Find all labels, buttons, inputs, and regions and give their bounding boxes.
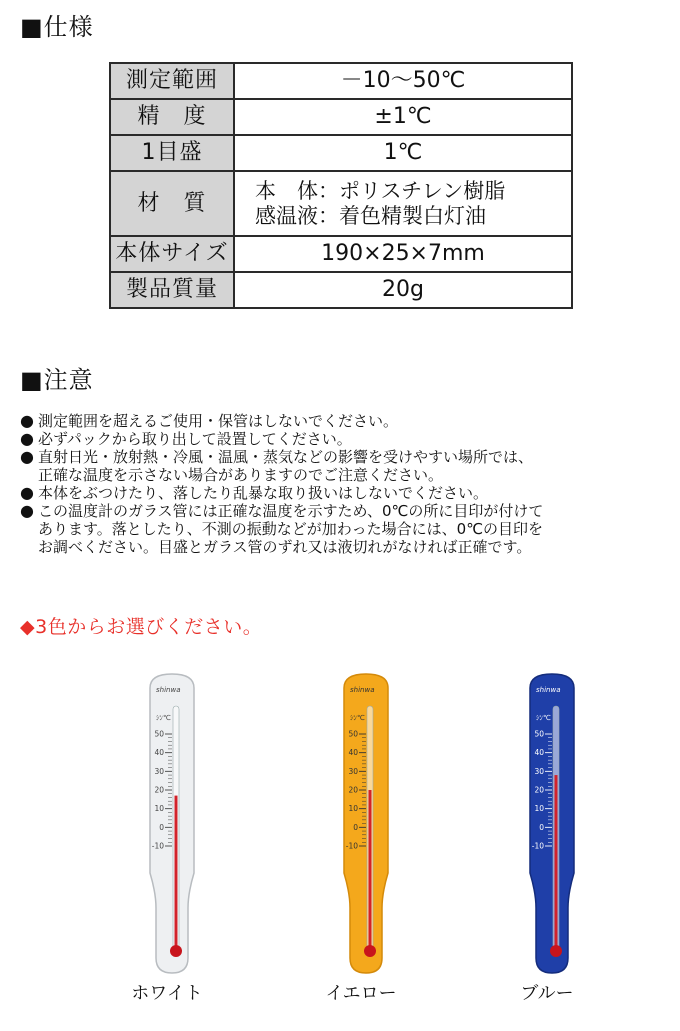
scale-tick-label: 0 bbox=[159, 822, 164, 832]
spec-section-title: ■仕様 bbox=[20, 13, 94, 41]
scale-tick-label: -10 bbox=[345, 841, 358, 851]
note-text: あります。落としたり、不測の振動などが加わった場合には、0℃の目印を bbox=[38, 520, 544, 538]
scale-tick-label: 30 bbox=[348, 766, 358, 776]
bullet: ● bbox=[20, 411, 34, 430]
thermometer-svg bbox=[492, 668, 612, 993]
liquid-column bbox=[555, 775, 558, 948]
scale-tick-label: 30 bbox=[154, 766, 164, 776]
liquid-column bbox=[175, 796, 178, 948]
note-text: この温度計のガラス管には正確な温度を示すため、0℃の所に目印が付けて bbox=[38, 502, 544, 520]
bullet: ● bbox=[20, 429, 34, 448]
material-liquid-line: 感温液：着色精製白灯油 bbox=[255, 203, 486, 228]
spec-row bbox=[110, 236, 572, 272]
material-body-line: 本 体：ポリスチレン樹脂 bbox=[255, 178, 506, 203]
unit-label: ｼﾝ℃ bbox=[536, 714, 551, 722]
thermometer-bulb bbox=[170, 945, 182, 957]
liquid-column bbox=[369, 790, 372, 948]
scale-tick-label: 20 bbox=[348, 785, 358, 795]
scale-tick-label: 50 bbox=[154, 729, 164, 739]
note-text: 正確な温度を示さない場合がありますのでご注意ください。 bbox=[38, 466, 444, 484]
spec-value: ±1℃ bbox=[234, 99, 572, 135]
spec-value: －10～50℃ bbox=[234, 63, 572, 99]
spec-row bbox=[110, 63, 572, 99]
note-item bbox=[20, 484, 670, 502]
scale-tick-label: -10 bbox=[151, 841, 164, 851]
unit-label: ｼﾝ℃ bbox=[350, 714, 365, 722]
spec-label: 製品質量 bbox=[110, 272, 234, 308]
scale-tick-label: 0 bbox=[353, 822, 358, 832]
spec-label: 測定範囲 bbox=[110, 63, 234, 99]
thermometer-yellow-image bbox=[306, 668, 426, 993]
notes-list bbox=[20, 412, 670, 556]
thermometer-white-image bbox=[112, 668, 232, 993]
product-name-yellow: イエロー bbox=[325, 983, 397, 1004]
brand-logo-text: shinwa bbox=[156, 686, 181, 694]
notes-section-title: ■注意 bbox=[20, 366, 94, 394]
note-item bbox=[20, 448, 670, 484]
scale-tick-label: 10 bbox=[154, 804, 164, 814]
spec-row bbox=[110, 272, 572, 308]
scale-tick-label: 50 bbox=[534, 729, 544, 739]
thermometer-svg bbox=[306, 668, 426, 993]
bullet: ● bbox=[20, 501, 34, 520]
note-item bbox=[20, 430, 670, 448]
note-text: 直射日光・放射熱・冷風・温風・蒸気などの影響を受けやすい場所では、 bbox=[38, 448, 534, 466]
thermometer-bulb bbox=[550, 945, 562, 957]
scale-tick-label: 20 bbox=[534, 785, 544, 795]
spec-value: 1℃ bbox=[234, 135, 572, 171]
bullet: ● bbox=[20, 483, 34, 502]
spec-table bbox=[109, 62, 573, 309]
thermometer-svg bbox=[112, 668, 232, 993]
scale-tick-label: 40 bbox=[348, 748, 358, 758]
color-choice-heading: ◆3色からお選びください。 bbox=[20, 616, 263, 638]
spec-label: 本体サイズ bbox=[110, 236, 234, 272]
scale-tick-label: 40 bbox=[534, 748, 544, 758]
note-text: 測定範囲を超えるご使用・保管はしないでください。 bbox=[38, 412, 399, 430]
spec-value-material bbox=[234, 171, 572, 236]
note-text: 本体をぶつけたり、落したり乱暴な取り扱いはしないでください。 bbox=[38, 484, 489, 502]
spec-row bbox=[110, 99, 572, 135]
spec-label: 材 質 bbox=[110, 171, 234, 236]
note-item bbox=[20, 412, 670, 430]
scale-tick-label: 0 bbox=[539, 822, 544, 832]
spec-row bbox=[110, 171, 572, 236]
spec-value: 190×25×7mm bbox=[234, 236, 572, 272]
scale-tick-label: 30 bbox=[534, 766, 544, 776]
spec-label: 1目盛 bbox=[110, 135, 234, 171]
spec-value: 20g bbox=[234, 272, 572, 308]
spec-label: 精 度 bbox=[110, 99, 234, 135]
note-text: お調べください。目盛とガラス管のずれ又は液切れがなければ正確です。 bbox=[38, 538, 532, 556]
scale-tick-label: 10 bbox=[534, 804, 544, 814]
thermometer-blue-image bbox=[492, 668, 612, 993]
note-item bbox=[20, 502, 670, 556]
bullet: ● bbox=[20, 447, 34, 466]
product-name-white: ホワイト bbox=[131, 983, 203, 1004]
product-name-blue: ブルー bbox=[520, 983, 574, 1004]
unit-label: ｼﾝ℃ bbox=[156, 714, 171, 722]
scale-tick-label: 40 bbox=[154, 748, 164, 758]
scale-tick-label: 20 bbox=[154, 785, 164, 795]
brand-logo-text: shinwa bbox=[350, 686, 375, 694]
scale-tick-label: 50 bbox=[348, 729, 358, 739]
note-text: 必ずパックから取り出して設置してください。 bbox=[38, 430, 352, 448]
spec-row bbox=[110, 135, 572, 171]
scale-tick-label: 10 bbox=[348, 804, 358, 814]
thermometer-bulb bbox=[364, 945, 376, 957]
brand-logo-text: shinwa bbox=[536, 686, 561, 694]
scale-tick-label: -10 bbox=[531, 841, 544, 851]
